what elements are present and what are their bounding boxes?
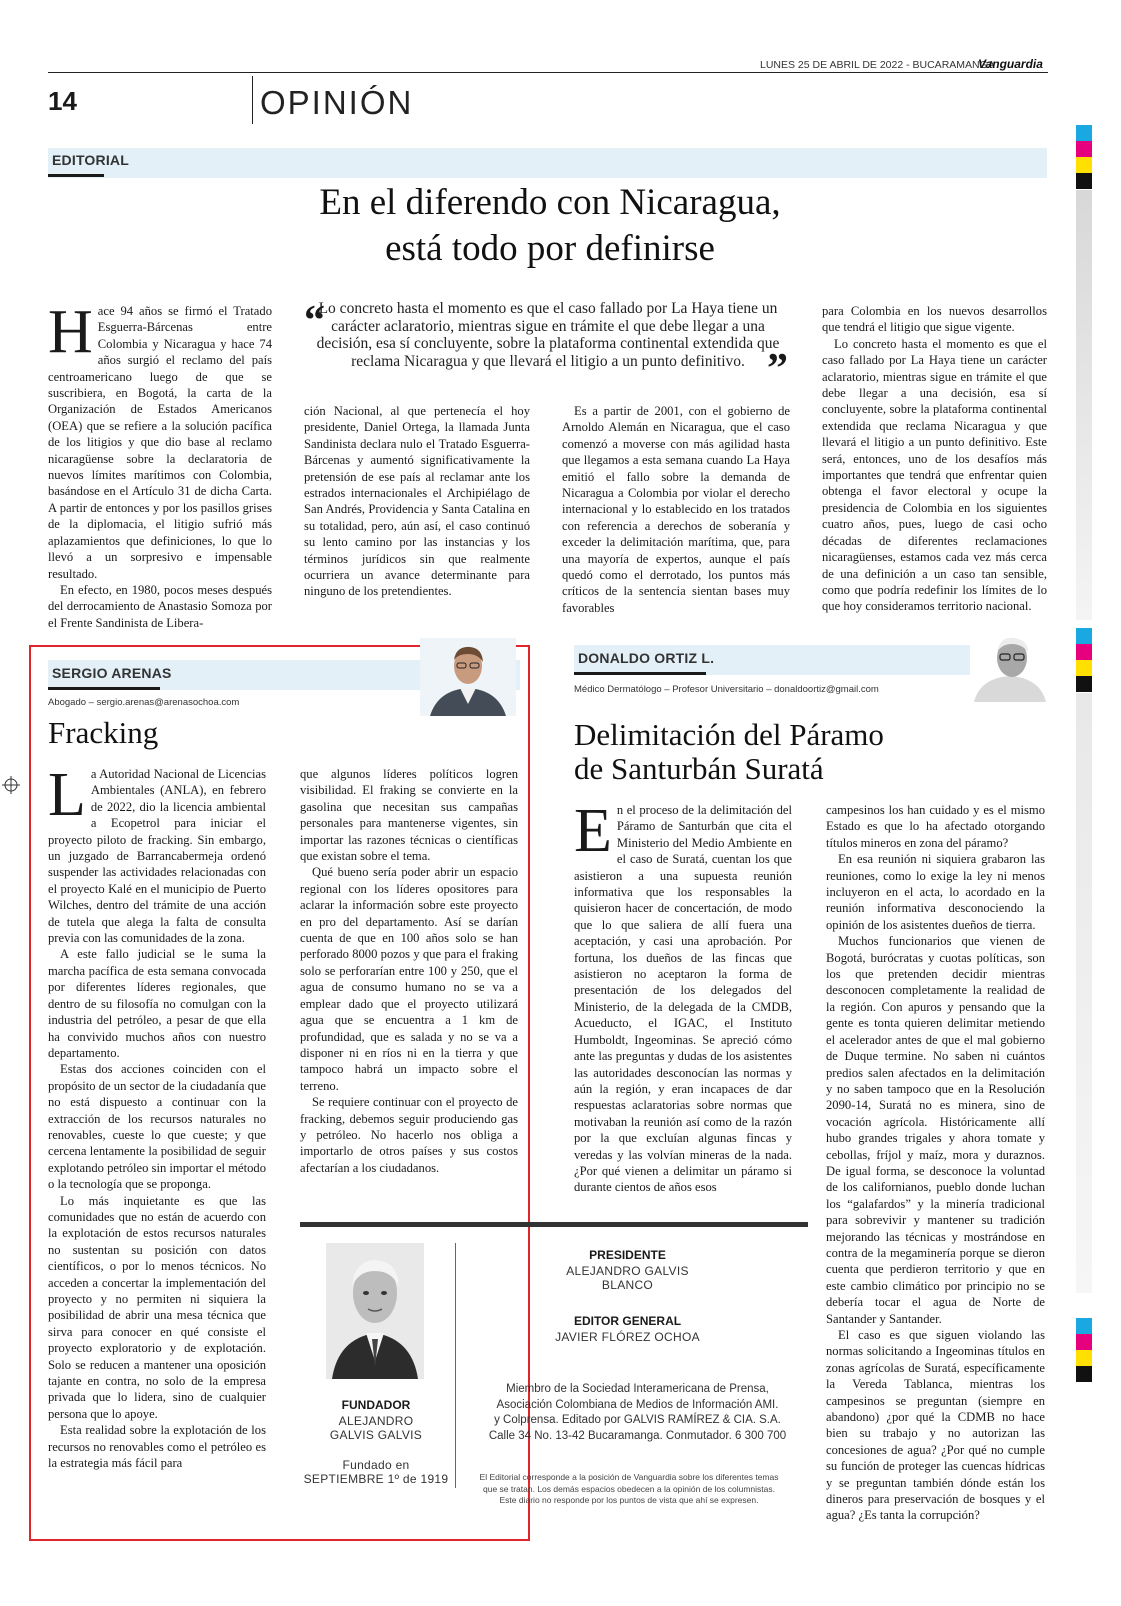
gray-strip (1076, 190, 1092, 620)
disclaimer-line: que se tratan. Los demás espacios obedecen a la opinión de los columnistas. (482, 1483, 776, 1494)
founder-photo (326, 1243, 424, 1379)
membership-line: y Colprensa. Editado por GALVIS RAMÍREZ & CIA. S.A. (494, 1414, 781, 1426)
column-right-paragraph: En esa reunión ni siquiera grabaron las reuniones, como lo exige la ley ni menos incluyeron en el acta, lo acordado en la reunión informativa desconociendo la opinión de los asistentes dueños de tierra. (826, 852, 1045, 932)
color-marks-bottom (1076, 1318, 1092, 1382)
president-label: PRESIDENTE (589, 1248, 666, 1262)
column-left-dropcap: L (48, 761, 86, 829)
editor-label: EDITOR GENERAL (573, 1314, 682, 1328)
column-left-paragraph: Lo más inquietante es que las comunidades que no están de acuerdo con la explotación de estos recursos naturales no sustentan su posición con datos científicos, o por lo menos técnicos. No acceden a concertar la implementación del proyecto y no permiten ni siquiera la posibilidad de abrir una mesa técnica que sirva para conocer en qué consiste el proyecto exploratorio y de explotación. Solo se reducen a mantener una oposición tajante en contra, no solo de la empresa privada que lo lidera, sino de cualquier persona que lo apoye. (48, 1193, 266, 1421)
column-right-col2 (826, 802, 1045, 1524)
editorial-title (200, 180, 900, 272)
editorial-paragraph: Lo concreto hasta el momento es que el caso fallado por La Haya tiene un carácter aclaratorio, mientras sigue en trámite el que debe llegar a una decisión, esa sí concluyente, sobre la plataforma continental extendida que reclama Nicaragua y que llevará el litigio a un punto definitivo. Este será, entonces, uno de los desafíos más importantes que tendrá que enfrentar quien obtenga el favor electoral y ocupe la presidencia de Colombia en los siguientes cuatro años, pues, luego de casi ocho décadas de diferentes reclamaciones nicaragüenses, estamos cada vez más cerca de una definición a un caso tan sensible, como que podría redefinir los límites de lo que hoy consideramos territorio nacional. (822, 336, 1047, 614)
close-quote-icon: ” (767, 346, 788, 392)
dateline: LUNES 25 DE ABRIL DE 2022 - BUCARAMANGA (760, 59, 995, 71)
editorial-col1 (48, 298, 272, 631)
column-right-tag-underline (574, 672, 706, 675)
color-marks-mid (1076, 628, 1092, 692)
column-right-paragraph: Muchos funcionarios que vienen de Bogotá, burócratas y cuotas políticas, son los que pretenden decidir mientras desconocen completamente la realidad de la región. Con apuros y pensando que la gente es tonta quieren delimitar metiendo el acelerador antes de que el mal gobierno de Duque termine. No saben ni cuántos predios salen afectados en la delimitación y no saben tampoco que en la Resolución 2090-14, Suratá no es minera, sino de vocación agrícola. Históricamente allí hubo grandes trigales y ahora tomate y cebollas, fríjol y maíz, mora y duraznos. De igual forma, se desconoce la voluntad de los californianos, pueblo donde luchan los “galafardos” y la minería tradicional para sobrevivir y mantener su tradición mejorando las técnicas y mostrándose en contra de la megaminería porque se dieron cuenta que perdieron territorio y que en este cambio climático por principio no se debería tocar el agua de Norte de Santander y Santander. (826, 934, 1045, 1326)
top-rule (48, 72, 1048, 73)
column-left-paragraph: Se requiere continuar con el proyecto de fracking, debemos seguir produciendo gas y petróleo. No hacerlo nos obliga a importarlo de otros países y sus costos afectarían a los ciudadanos. (300, 1095, 518, 1175)
editorial-paragraph: Es a partir de 2001, con el gobierno de Arnoldo Alemán en Nicaragua, que el caso comenzó a moverse con más agilidad hasta que llegamos a esta semana cuando La Haya emitió el fallo sobre la demanda de Nicaragua a Colombia por violar el derecho internacional y lo establecido en los tratados con referencia a derechos de soberanía y exceder la delimitación marítima, que, para una mayoría de expertos, aunque el país quedó como el derrotado, los puntos más críticos de la sentencia sientan bases muy favorables (562, 404, 790, 615)
column-left-col1 (48, 761, 266, 1471)
editorial-col4 (822, 303, 1047, 615)
color-marks-top (1076, 125, 1092, 189)
founder-block (300, 1398, 452, 1486)
founded-label: Fundado en (342, 1458, 410, 1472)
section-title: OPINIÓN (260, 84, 414, 121)
editorial-tag-underline (48, 174, 104, 177)
editorial-col2 (304, 403, 530, 600)
author-photo (420, 638, 516, 716)
column-right-paragraph: n el proceso de la delimitación del Páramo de Santurbán que cita el Ministerio del Medio Ambiente en el caso de Suratá, cuentan los que asistieron a una supuesta reunión informativa que los responsables la quisieron hacer de concertación, de modo que lo que saliera de allí fuera una aceptación, y casi una aprobación. Por fortuna, los dueños de las fincas que asistieron no aceptaron la forma de presentación de los delegados del Ministerio, de la delegada de la CMDB, Acueducto, el IGAC, el Instituto Humboldt, Ingeominas. Se apreció cómo ante las preguntas y dudas de los asistentes las autoridades desconocían las normas y aún la región, y eran incapaces de dar respuestas aclaratorias sobre normas que motivaban la reunión así como de la razón por la que excluían algunas fincas y veredas y las volvían mineras de la nada. ¿Por qué vienen a delimitar un páramo si durante cientos de años esos (574, 803, 792, 1195)
page-number: 14 (48, 86, 77, 116)
pull-quote (304, 298, 790, 392)
editorial-dropcap: H (48, 298, 93, 366)
editorial-paragraph: En efecto, en 1980, pocos meses después del derrocamiento de Anastasio Somoza por el Frente Sandinista de Libera- (48, 582, 272, 630)
editorial-tag: EDITORIAL (52, 152, 129, 168)
founded-date: SEPTIEMBRE 1º de 1919 (303, 1472, 449, 1486)
editorial-col3 (562, 403, 790, 616)
membership-text (470, 1382, 805, 1444)
column-right-dropcap: E (574, 797, 612, 865)
editorial-paragraph: para Colombia en los nuevos desarrollos que tendrá el litigio que sigue vigente. (822, 304, 1047, 335)
masthead-vertical-rule (455, 1243, 456, 1488)
column-right-paragraph: El caso es que siguen violando las normas solicitando a Ingeominas títulos en zonas agrícolas de Suratá, específicamente la Vereda Tablanca, mientras los campesinos se preguntan (siempre en abandono) ¿por qué la CDMB no hace bien su trabajo y no autorizan las concesiones de agua? ¿Por qué no cumple su función de proteger las cuencas hídricas y se preguntan también dónde están los dineros para preservación de bosques y el agua? ¿Es tanta la corrupción? (826, 1328, 1045, 1523)
column-right-title (574, 718, 884, 786)
founder-name-2: GALVIS GALVIS (329, 1428, 423, 1442)
editorial-title-line1: En el diferendo con Nicaragua, (319, 182, 781, 223)
disclaimer-line: El Editorial corresponde a la posición de Vanguardia sobre los diferentes temas (479, 1472, 779, 1482)
column-right-title-line1: Delimitación del Páramo (574, 717, 884, 752)
open-quote-icon: “ (304, 298, 325, 344)
column-left-byline: Abogado – sergio.arenas@arenasochoa.com (48, 697, 240, 708)
editorial-paragraph: ace 94 años se firmó el Tratado Esguerra-Bárcenas entre Colombia y Nicaragua y hace 74 años surgió el reclamo del país centroamericano luego de que se suscribiera, en Bogotá, la carta de la Organización de Estados Americanos (OEA) que se refiere a la solución pacífica de los litigios y que dio base al reclamo nicaragüense sobre la declaratoria de nuevos límites marítimos con Colombia, basándose en el Artículo 31 de dicha Carta. A partir de entonces y por los pasillos grises de la diplomacia, el litigio sufrió más aplazamientos que definiciones, lo que lo llevó a un sorpresivo e impensable resultado. (48, 304, 272, 581)
editorial-paragraph: ción Nacional, al que pertenecía el hoy presidente, Daniel Ortega, la llamada Junta Sandinista declara nulo el Tratado Esguerra- Bárcenas y aumentó significativamente la pretensión de ese país al reclamar ante los estrados internacionales el Archipiélago de San Andrés, Providencia y Santa Catalina en su totalidad, pero, aún así, el caso continuó su lento camino por las instancias y los términos jurídicos sin que realmente ocurriera un avance determinante para ninguno de los pretendientes. (304, 404, 530, 599)
editor-block (540, 1314, 715, 1344)
column-right-byline: Médico Dermatólogo – Profesor Universitario – donaldoortiz@gmail.com (574, 684, 879, 695)
author-photo (970, 630, 1050, 702)
masthead-rule (300, 1222, 808, 1227)
president-block (540, 1248, 715, 1292)
disclaimer-line: Este diario no responde por los puntos de vista que ahí se expresen. (499, 1495, 759, 1505)
founder-label: FUNDADOR (341, 1398, 411, 1412)
membership-line: Calle 34 No. 13-42 Bucaramanga. Conmutador. 6 300 700 (488, 1429, 787, 1442)
column-left-paragraph: A este fallo judicial se le suma la marcha pacífica de esta semana convocada por diferentes líderes regionales, que dentro de su filosofía no comulgan con la industria del petróleo, a pesar de que ella ha convivido muchos años con nuestro departamento. (48, 947, 266, 1060)
column-left-paragraph: Qué bueno sería poder abrir un espacio regional con los líderes opositores para aclarar la información sobre este proyecto en pro del departamento. Así se darían cuenta de que en 100 años solo se han perforado 8000 pozos y que para el fraking solo se perforarían entre 100 y 250, que el agua de consumo humano no se va a emplear dado que el proyecto utilizará agua que se encuentra a 1 km de profundidad, que es salada y no se va a disponer ni en ríos ni en la tierra y que tampoco habrá un impacto sobre el terreno. (300, 865, 518, 1093)
column-right-title-line2: de Santurbán Suratá (574, 751, 824, 786)
column-left-paragraph: a Autoridad Nacional de Licencias Ambientales (ANLA), en febrero de 2022, dio la licencia ambiental a Ecopetrol para iniciar el proyecto piloto de fracking. Sin embargo, un juzgado de Barrancabermeja ordenó suspender las actividades relacionadas con el proyecto Kalé en el municipio de Puerto Wilches, dentro del trámite de una acción de tutela que alega la falta de consulta previa con las comunidades de la zona. (48, 767, 266, 946)
column-left-tag-underline (48, 687, 160, 690)
gray-strip-2 (1076, 693, 1092, 1293)
disclaimer-text (464, 1472, 794, 1507)
membership-line: Asociación Colombiana de Medios de Información AMI. (496, 1398, 779, 1411)
brand-logo: Vanguardia (978, 57, 1043, 71)
column-right-col1 (574, 797, 792, 1196)
editorial-title-line2: está todo por definirse (385, 228, 715, 269)
column-left-col2 (300, 766, 518, 1176)
column-left-paragraph: que algunos líderes políticos logren visibilidad. El fraking se convierte en la gasolina que necesitan sus campañas personales para mantenerse vigentes, sin importar las razones técnicas o científicas que existan sobre el tema. (300, 767, 518, 864)
pull-quote-text: Lo concreto hasta el momento es que el caso fallado por La Haya tiene un carácter aclaratorio, mientras sigue en trámite el que debe llegar a una decisión, esa sí concluyente, sobre la plataforma continental extendida que reclama Nicaragua y que llevará el litigio a un punto definitivo. (316, 300, 780, 370)
registration-mark-icon (2, 776, 20, 794)
column-right-author: DONALDO ORTIZ L. (578, 650, 715, 666)
membership-line: Miembro de la Sociedad Interamericana de Prensa, (506, 1383, 769, 1395)
column-right-paragraph: campesinos los han cuidado y es el mismo Estado es que lo ha afectado otorgando títulos mineros en zona del páramo? (826, 803, 1045, 850)
president-name: ALEJANDRO GALVIS BLANCO (566, 1264, 689, 1292)
column-left-title: Fracking (48, 715, 159, 750)
column-left-paragraph: Estas dos acciones coinciden con el propósito de un sector de la ciudadanía que no está dispuesto a continuar con la extracción de los recursos naturales no renovables, cueste lo que cueste; y que cercena lentamente la posibilidad de seguir explotando petróleo sin importar el método o la tecnología que se proponga. (48, 1062, 266, 1192)
editor-name: JAVIER FLÓREZ OCHOA (555, 1330, 700, 1344)
editorial-band (48, 148, 1047, 178)
column-left-paragraph: Esta realidad sobre la explotación de los recursos no renovables como el petróleo es la estrategia más fácil para (48, 1423, 266, 1471)
column-left-author: SERGIO ARENAS (52, 665, 172, 681)
section-divider (252, 76, 253, 124)
founder-name-1: ALEJANDRO (338, 1414, 414, 1428)
